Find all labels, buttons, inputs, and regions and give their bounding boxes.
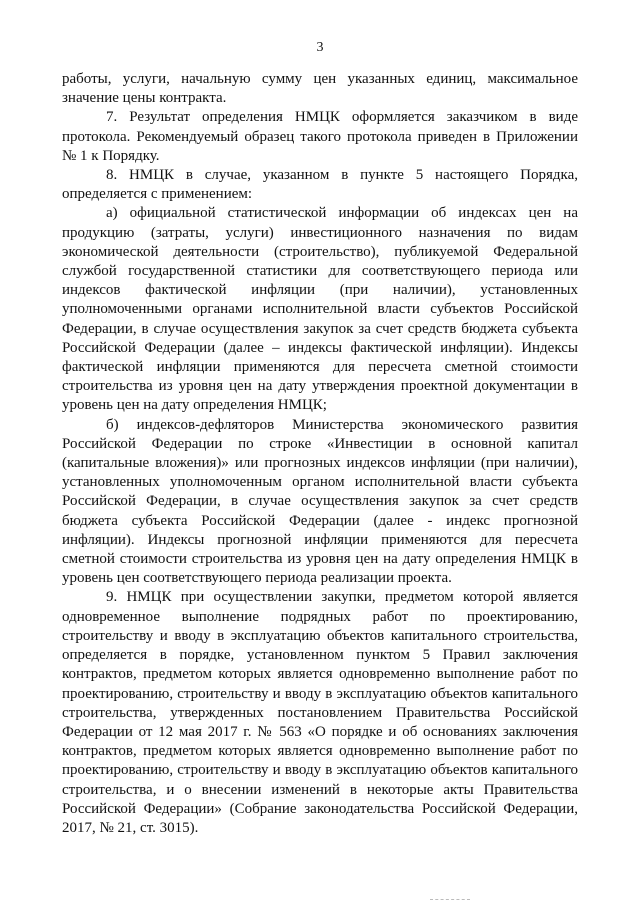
paragraph-9: 9. НМЦК при осуществлении закупки, предметом которой является одновременное выполнение подрядных работ по проектированию, строительству и вводу в эксплуатацию объектов капитального строительства, определяется в порядке, установленном пунктом 5 Правил заключения контрактов, предметом которых является одновременно выполнение работ по проектированию, строительству и вводу в эксплуатацию объектов капитального строительства, утвержденных постановлением Правительства Российской Федерации от 12 мая 2017 г. № 563 «О порядке и об основаниях заключения контрактов, предметом которых является одновременно выполнение работ по проектированию, строительству и вводу в эксплуатацию объектов капитального строительства, и о внесении изменений в некоторые акты Правительства Российской Федерации» (Собрание законодательства Российской Федерации, 2017, № 21, ст. 3015). <box>62 589 578 836</box>
paragraph-8b: б) индексов-дефляторов Министерства экономического развития Российской Федерации по строке «Инвестиции в основной капитал (капитальные вложения)» или прогнозных индексов инфляции (при наличии), установленных уполномоченным органом исполнительной власти субъекта Российской Федерации, в случае осуществления закупок за счет средств бюджета субъекта Российской Федерации (далее - индекс прогнозной инфляции). Индексы прогнозной инфляции применяются для пересчета сметной стоимости строительства из уровня цен на дату определения НМЦК в уровень цен соответствующего периода реализации проекта. <box>62 416 578 587</box>
paragraph-8a: а) официальной статистической информации об индексах цен на продукцию (затраты, услуги) инвестиционного назначения по видам экономической деятельности (строительство), публикуемой Федеральной службой государственной статистики для соответствующего периода или индексов фактической инфляции (при наличии), установленных уполномоченными органами исполнительной власти субъектов Российской Федерации, в случае осуществления закупок за счет средств бюджета субъекта Российской Федерации (далее – индексы фактической инфляции). Индексы фактической инфляции применяются для пересчета сметной стоимости строительства из уровня цен на дату утверждения проектной документации в уровень цен на дату определения НМЦК; <box>62 205 578 414</box>
paragraph-continuation: работы, услуги, начальную сумму цен указанных единиц, максимальное значение цены контракта. <box>62 71 578 107</box>
paragraph-7: 7. Результат определения НМЦК оформляется заказчиком в виде протокола. Рекомендуемый образец такого протокола приведен в Приложении № 1 к Порядку. <box>62 109 578 164</box>
document-body <box>62 70 578 838</box>
paragraph-8: 8. НМЦК в случае, указанном в пункте 5 настоящего Порядка, определяется с применением: <box>62 167 578 203</box>
page-number: 3 <box>316 40 324 55</box>
scan-artifact <box>430 899 470 901</box>
